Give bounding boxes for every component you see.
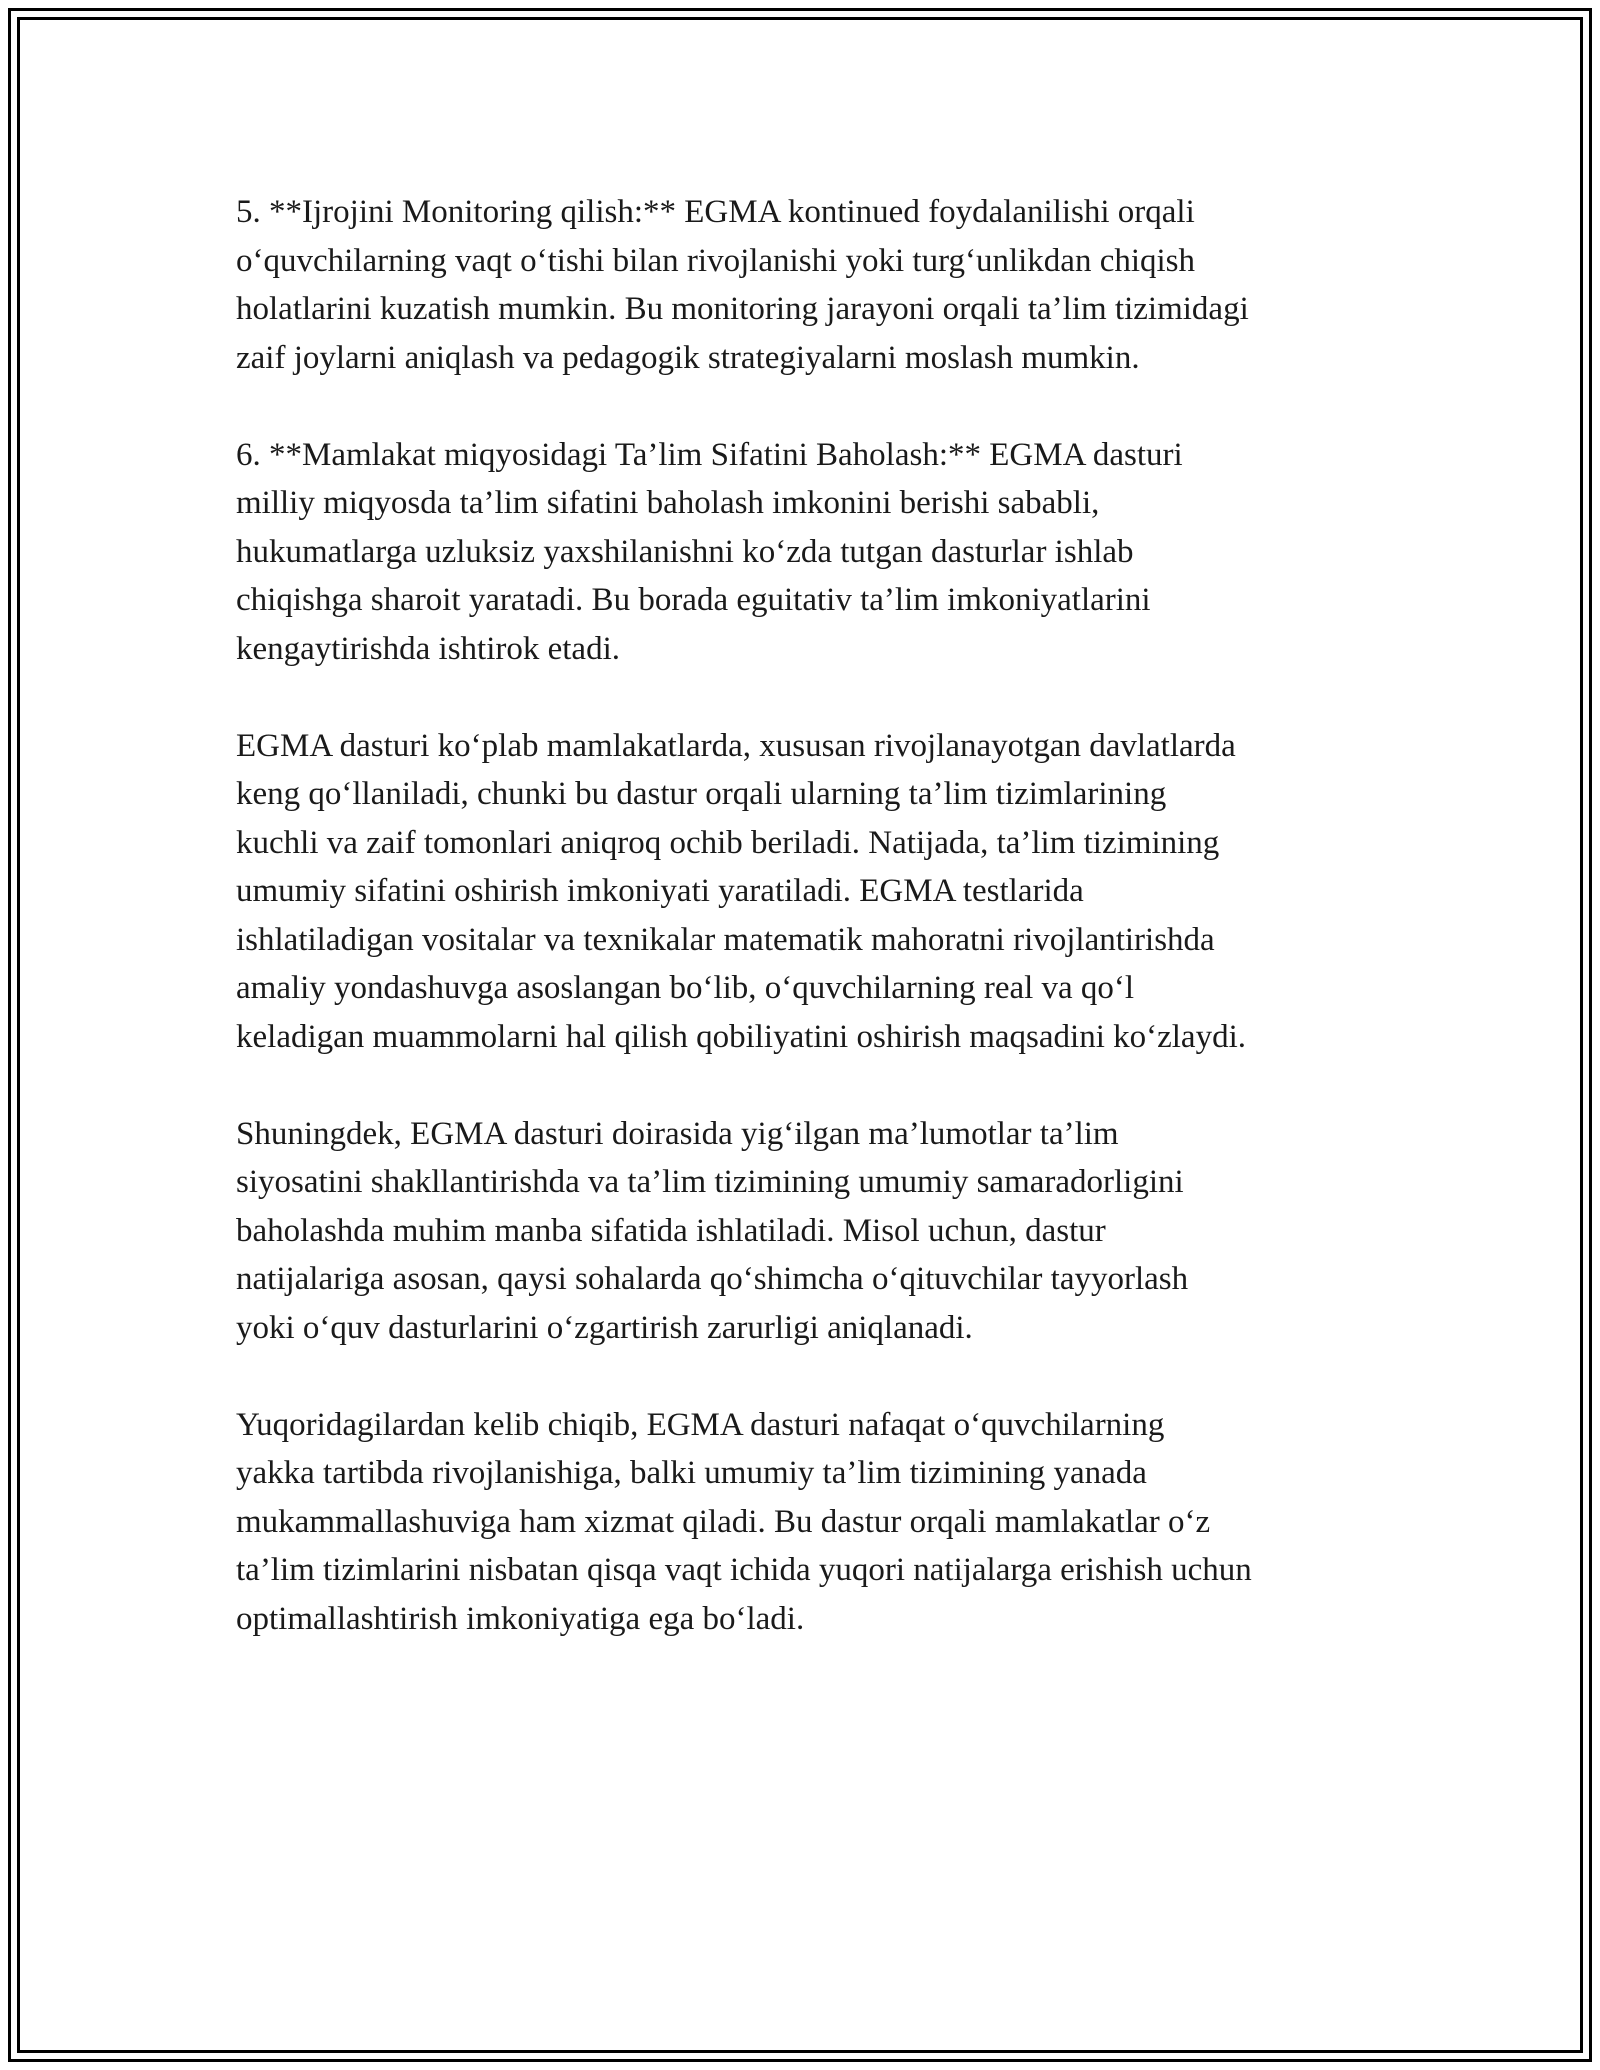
text-line: natijalariga asosan, qaysi sohalarda qo‘shimcha o‘qituvchilar tayyorlash (236, 1261, 1189, 1297)
text-line: Shuningdek, EGMA dasturi doirasida yig‘ilgan ma’lumotlar ta’lim (236, 1115, 1119, 1152)
text-line: yoki o‘quv dasturlarini o‘zgartirish zarurligi aniqlanadi. (236, 1309, 973, 1346)
text-line: 6. **Mamlakat miqyosidagi Ta’lim Sifatini Baholash:** EGMA dasturi (236, 436, 1183, 473)
text-line: chiqishga sharoit yaratadi. Bu borada eguitativ ta’lim imkoniyatlarini (236, 582, 1151, 618)
text-line: mukammallashuviga ham xizmat qiladi. Bu dastur orqali mamlakatlar o‘z (236, 1503, 1211, 1540)
text-line: hukumatlarga uzluksiz yaxshilanishni ko‘zda tutgan dasturlar ishlab (236, 533, 1134, 570)
text-line: siyosatini shakllantirishda va ta’lim tizimining umumiy samaradorligini (236, 1164, 1184, 1200)
text-line: ishlatiladigan vositalar va texnikalar matematik mahoratni rivojlantirishda (236, 921, 1215, 958)
paragraph-national-assessment (236, 431, 1376, 674)
text-line: o‘quvchilarning vaqt o‘tishi bilan rivojlanishi yoki turg‘unlikdan chiqish (236, 242, 1196, 279)
text-line: amaliy yondashuvga asoslangan bo‘lib, o‘quvchilarning real va qo‘l (236, 970, 1135, 1006)
text-line: baholashda muhim manba sifatida ishlatiladi. Misol uchun, dastur (236, 1212, 1106, 1249)
text-line: optimallashtirish imkoniyatiga ega bo‘ladi. (236, 1600, 805, 1637)
paragraph-conclusion (236, 1401, 1376, 1644)
text-line: umumiy sifatini oshirish imkoniyati yaratiladi. EGMA testlarida (236, 873, 1084, 909)
text-line: yakka tartibda rivojlanishiga, balki umumiy ta’lim tizimining yanada (236, 1455, 1147, 1491)
paragraph-data-policy (236, 1110, 1376, 1353)
text-line: EGMA dasturi ko‘plab mamlakatlarda, xususan rivojlanayotgan davlatlarda (236, 727, 1236, 764)
paragraph-egma-usage (236, 722, 1376, 1062)
text-line: keladigan muammolarni hal qilish qobiliyatini oshirish maqsadini ko‘zlaydi. (236, 1018, 1246, 1055)
text-line: milliy miqyosda ta’lim sifatini baholash imkonini berishi sababli, (236, 485, 1100, 521)
text-line: 5. **Ijrojini Monitoring qilish:** EGMA kontinued foydalanilishi orqali (236, 194, 1195, 230)
text-line: holatlarini kuzatish mumkin. Bu monitoring jarayoni orqali ta’lim tizimidagi (236, 291, 1249, 327)
text-line: zaif joylarni aniqlash va pedagogik strategiyalarni moslash mumkin. (236, 339, 1140, 376)
paragraph-monitoring (236, 188, 1376, 382)
text-line: kengaytirishda ishtirok etadi. (236, 630, 620, 667)
text-line: Yuqoridagilardan kelib chiqib, EGMA dasturi nafaqat o‘quvchilarning (236, 1406, 1165, 1443)
document-body (236, 188, 1376, 1692)
text-line: ta’lim tizimlarini nisbatan qisqa vaqt ichida yuqori natijalarga erishish uchun (236, 1552, 1252, 1588)
text-line: keng qo‘llaniladi, chunki bu dastur orqali ularning ta’lim tizimlarining (236, 776, 1167, 812)
text-line: kuchli va zaif tomonlari aniqroq ochib beriladi. Natijada, ta’lim tizimining (236, 824, 1220, 861)
